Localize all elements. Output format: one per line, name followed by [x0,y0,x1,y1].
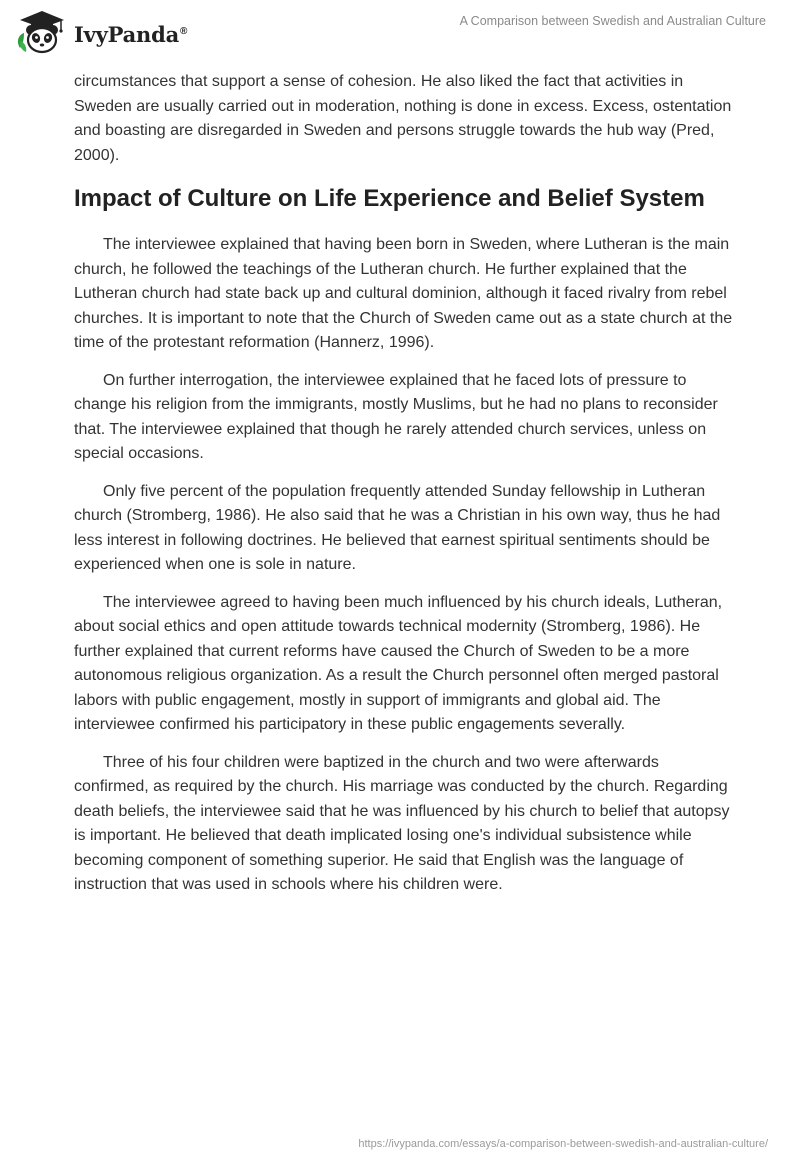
paragraph: The interviewee explained that having been born in Sweden, where Lutheran is the main church, he followed the teachings of the Lutheran church. He further explained that the Lutheran church had state back up and cultural dominion, although it faced rivalry from rebel churches. It is important to note that the Church of Sweden came out as a state church at the time of the protestant reformation (Hannerz, 1996). [74,236,733,351]
logo-wordmark: IvyPanda® [74,21,188,47]
section-heading: Impact of Culture on Life Experience and Belief System [74,185,705,212]
paragraph: Three of his four children were baptized in the church and two were afterwards confirmed, as required by the church. His marriage was conducted by the church. Regarding death beliefs, the interviewee said that he was influenced by his church to belief that autopsy is important. He believed that death implicated losing one's individual subsistence while becoming component of something superior. He said that English was the language of instruction that was used in schools where his children were. [74,753,730,893]
paragraph: The interviewee agreed to having been much influenced by his church ideals, Lutheran, about social ethics and open attitude towards technical modernity (Stromberg, 1986). He further explained that current reforms have caused the Church of Sweden to be a more autonomous religious organization. As a result the Church personnel often merged pastoral labors with public engagement, mostly in support of immigrants and global aid. The interviewee confirmed his participatory in these public engagements severally. [74,593,723,733]
intro-paragraph: circumstances that support a sense of cohesion. He also liked the fact that activities in Sweden are usually carried out in moderation, nothing is done in excess. Excess, ostentation and boasting are disregarded in Sweden and persons struggle towards the hub way (Pred, 2000). [74,73,732,164]
paragraph: On further interrogation, the interviewee explained that he faced lots of pressure to change his religion from the immigrants, mostly Muslims, but he had no plans to reconsider that. The interviewee explained that though he rarely attended church services, unless on special occasions. [74,371,718,462]
page-header [0,0,800,64]
document-title: A Comparison between Swedish and Australian Culture [459,14,766,28]
paragraph: Only five percent of the population frequently attended Sunday fellowship in Lutheran church (Stromberg, 1986). He also said that he was a Christian in his own way, thus he had less interest in following doctrines. He believed that earnest spiritual sentiments should be experienced when one is sole in nature. [74,482,721,573]
footer-url-link[interactable]: https://ivypanda.com/essays/a-comparison-between-swedish-and-australian-culture/ [358,1138,768,1150]
panda-graduation-cap-icon [14,8,70,56]
article-body [74,70,734,911]
ivypanda-logo[interactable] [14,8,187,56]
registered-mark: ® [180,25,188,37]
